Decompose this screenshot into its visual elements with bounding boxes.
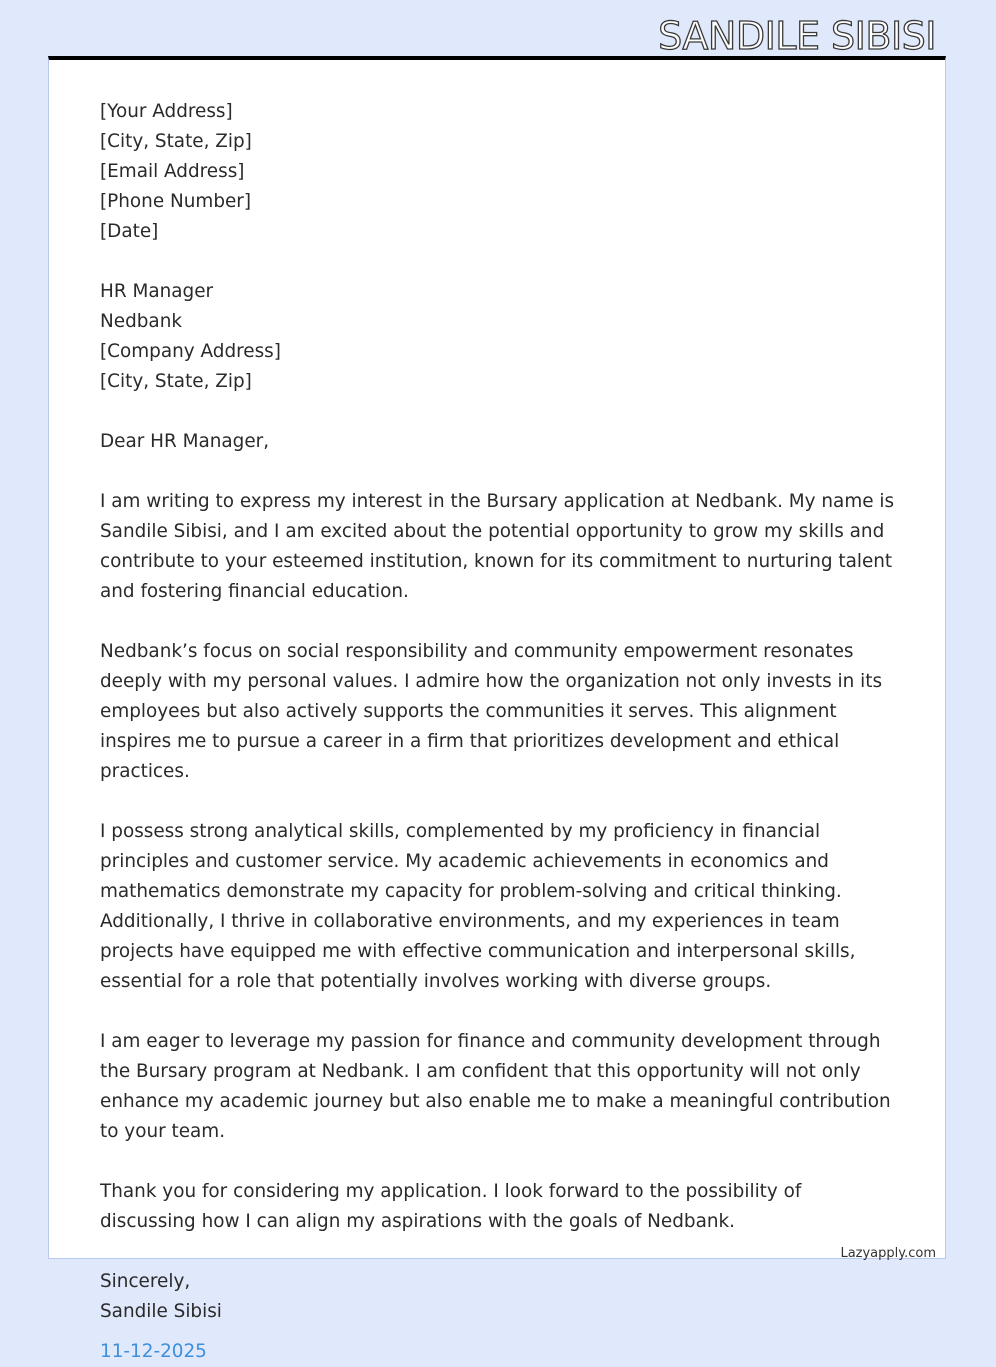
closing: Sincerely, xyxy=(100,1271,191,1292)
spacer xyxy=(100,997,900,1027)
applicant-name-title: SANDILE SIBISI xyxy=(658,14,936,58)
spacer xyxy=(100,457,900,487)
spacer xyxy=(100,1237,900,1267)
body-paragraph: I am writing to express my interest in the Bursary application at Nedbank. My name is Sandile Sibisi, and I am excited about the potential opportunity to grow my skills and contribute to your esteemed institution, known for its commitment to nurturing talent and fostering financial education. xyxy=(100,491,895,602)
signature-name: Sandile Sibisi xyxy=(100,1301,222,1322)
spacer xyxy=(100,1147,900,1177)
spacer xyxy=(100,397,900,427)
recipient-city-state-zip: [City, State, Zip] xyxy=(100,371,252,392)
recipient-company: Nedbank xyxy=(100,311,182,332)
sender-phone: [Phone Number] xyxy=(100,191,252,212)
recipient-title: HR Manager xyxy=(100,281,214,302)
spacer xyxy=(100,787,900,817)
spacer xyxy=(100,247,900,277)
cover-letter-body xyxy=(100,97,900,1367)
body-paragraph: Thank you for considering my application. I look forward to the possibility of discussing how I can align my aspirations with the goals of Nedbank. xyxy=(100,1181,802,1232)
watermark-link[interactable]: Lazyapply.com xyxy=(840,1246,936,1261)
sender-date: [Date] xyxy=(100,221,159,242)
sender-city-state-zip: [City, State, Zip] xyxy=(100,131,252,152)
footer-date: 11-12-2025 xyxy=(100,1341,207,1362)
spacer xyxy=(100,607,900,637)
body-paragraph: Nedbank’s focus on social responsibility and community empowerment resonates deeply with my personal values. I admire how the organization not only invests in its employees but also actively supports the communities it serves. This alignment inspires me to pursue a career in a firm that prioritizes development and ethical practices. xyxy=(100,641,883,782)
sender-address: [Your Address] xyxy=(100,101,233,122)
recipient-address: [Company Address] xyxy=(100,341,281,362)
salutation: Dear HR Manager, xyxy=(100,431,270,452)
sender-email: [Email Address] xyxy=(100,161,245,182)
body-paragraph: I possess strong analytical skills, complemented by my proficiency in financial principles and customer service. My academic achievements in economics and mathematics demonstrate my capacity for problem-solving and critical thinking. Additionally, I thrive in collaborative environments, and my experiences in team projects have equipped me with effective communication and interpersonal skills, essential for a role that potentially involves working with diverse groups. xyxy=(100,821,856,992)
body-paragraph: I am eager to leverage my passion for finance and community development through the Bursary program at Nedbank. I am confident that this opportunity will not only enhance my academic journey but also enable me to make a meaningful contribution to your team. xyxy=(100,1031,891,1142)
